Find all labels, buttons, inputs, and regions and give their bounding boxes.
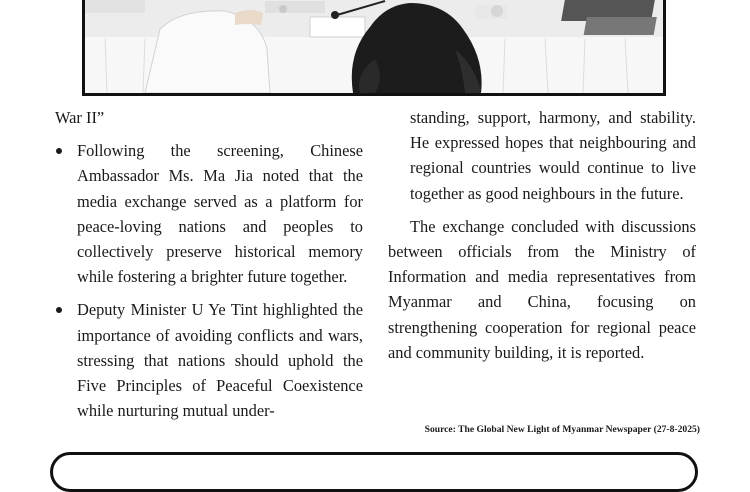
list-item [55,138,363,289]
article-photo [82,0,666,96]
bullet-list [55,138,363,423]
bullet-icon [56,307,62,313]
closing-paragraph: The exchange concluded with discussions between officials from the Ministry of Information and media representatives from Myanmar and China, focusing on strengthening cooperation for regional peace and community building, it is reported. [388,216,696,362]
source-credit: Source: The Global New Light of Myanmar Newspaper (27-8-2025) [424,424,700,435]
left-column [55,105,363,431]
lead-line: War II” [55,108,105,127]
bullet-text: Following the screening, Chinese Ambassador Ms. Ma Jia noted that the media exchange served as a platform for peace-loving nations and peoples to collectively preserve historical memory while fostering a brighter future together. [77,141,363,287]
right-column [388,105,696,365]
list-item [55,297,363,423]
next-section-box [50,452,698,492]
bullet-continuation: standing, support, harmony, and stability. He expressed hopes that neighbouring and regional countries would continue to live together as good neighbours in the future. [410,108,696,203]
meeting-photo-illustration [85,0,663,93]
bullet-icon [56,148,62,154]
bullet-text: Deputy Minister U Ye Tint highlighted the importance of avoiding conflicts and wars, stressing that nations should uphold the Five Principles of Peaceful Coexistence while nurturing mutual under- [77,300,363,421]
